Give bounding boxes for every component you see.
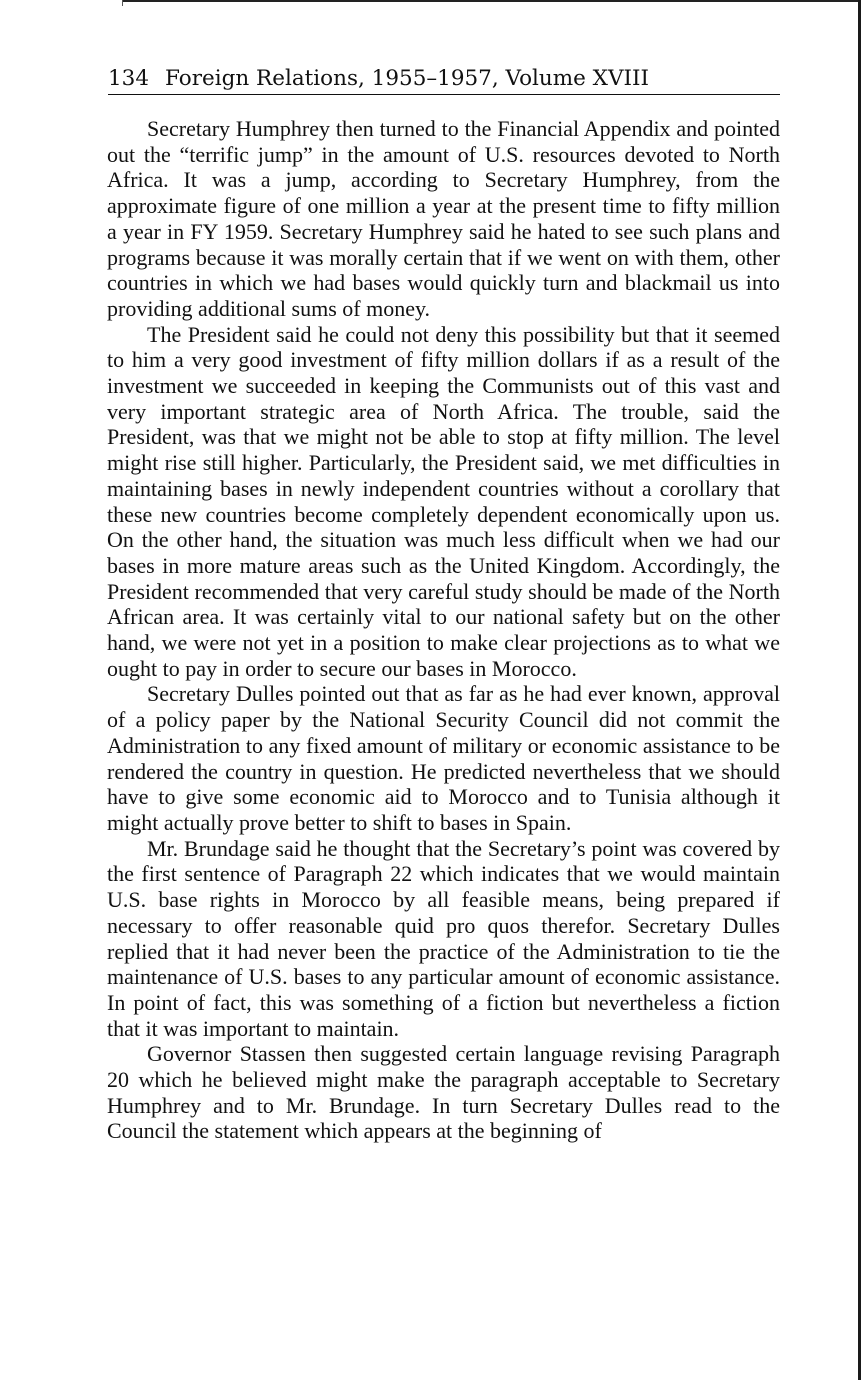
paragraph-brundage-paragraph-22: Mr. Brundage said he thought that the Secretary’s point was covered by the first sentence of Paragraph 22 which indicates that we would maintain U.S. base rights in Morocco by all feasible means, being prepared if necessary to offer reasonable quid pro quos therefor. Secretary Dulles replied that it had never been the practice of the Administration to tie the maintenance of U.S. bases to any particular amount of economic assistance. In point of fact, this was something of a fiction but nevertheless a fiction that it was important to maintain.	[107, 835, 780, 1041]
paragraph-humphrey-financial-appendix: Secretary Humphrey then turned to the Financial Appendix and pointed out the “terrific jump” in the amount of U.S. resources devoted to North Africa. It was a jump, according to Secretary Humphrey, from the approximate figure of one million a year at the present time to fifty million a year in FY 1959. Secretary Humphrey said he hated to see such plans and programs because it was morally certain that if we went on with them, other countries in which we had bases would quickly turn and blackmail us into providing additional sums of money.	[107, 116, 780, 321]
scan-edge-mark	[122, 0, 123, 6]
running-title: Foreign Relations, 1955–1957, Volume XVIII	[165, 66, 649, 91]
paragraph-dulles-policy-paper: Secretary Dulles pointed out that as far as he had ever known, approval of a policy paper by the National Security Council did not commit the Administration to any fixed amount of military or economic assistance to be rendered the country in question. He predicted nevertheless that we should have to give some economic aid to Morocco and to Tunisia although it might actually prove better to shift to bases in Spain.	[107, 681, 780, 835]
paragraph-stassen-paragraph-20: Governor Stassen then suggested certain language revising Paragraph 20 which he believed might make the paragraph acceptable to Secretary Humphrey and to Mr. Brundage. In turn Secretary Dulles read to the Council the statement which appears at the beginning of	[107, 1041, 780, 1144]
paragraph-president-investment: The President said he could not deny this possibility but that it seemed to him a very good investment of fifty million dollars if as a result of the investment we succeeded in keeping the Communists out of this vast and very important strategic area of North Africa. The trouble, said the President, was that we might not be able to stop at fifty million. The level might rise still higher. Particularly, the President said, we met difficulties in maintaining bases in newly independent countries without a corollary that these new countries become completely dependent economically upon us. On the other hand, the situation was much less difficult when we had our bases in more mature areas such as the United Kingdom. Accordingly, the President recommended that very careful study should be made of the North African area. It was certainly vital to our national safety but on the other hand, we were not yet in a position to make clear projections as to what we ought to pay in order to secure our bases in Morocco.	[107, 321, 780, 681]
document-body	[107, 116, 780, 1144]
running-header	[108, 64, 780, 95]
scan-edge-top	[122, 0, 861, 2]
page-number: 134	[108, 66, 150, 91]
